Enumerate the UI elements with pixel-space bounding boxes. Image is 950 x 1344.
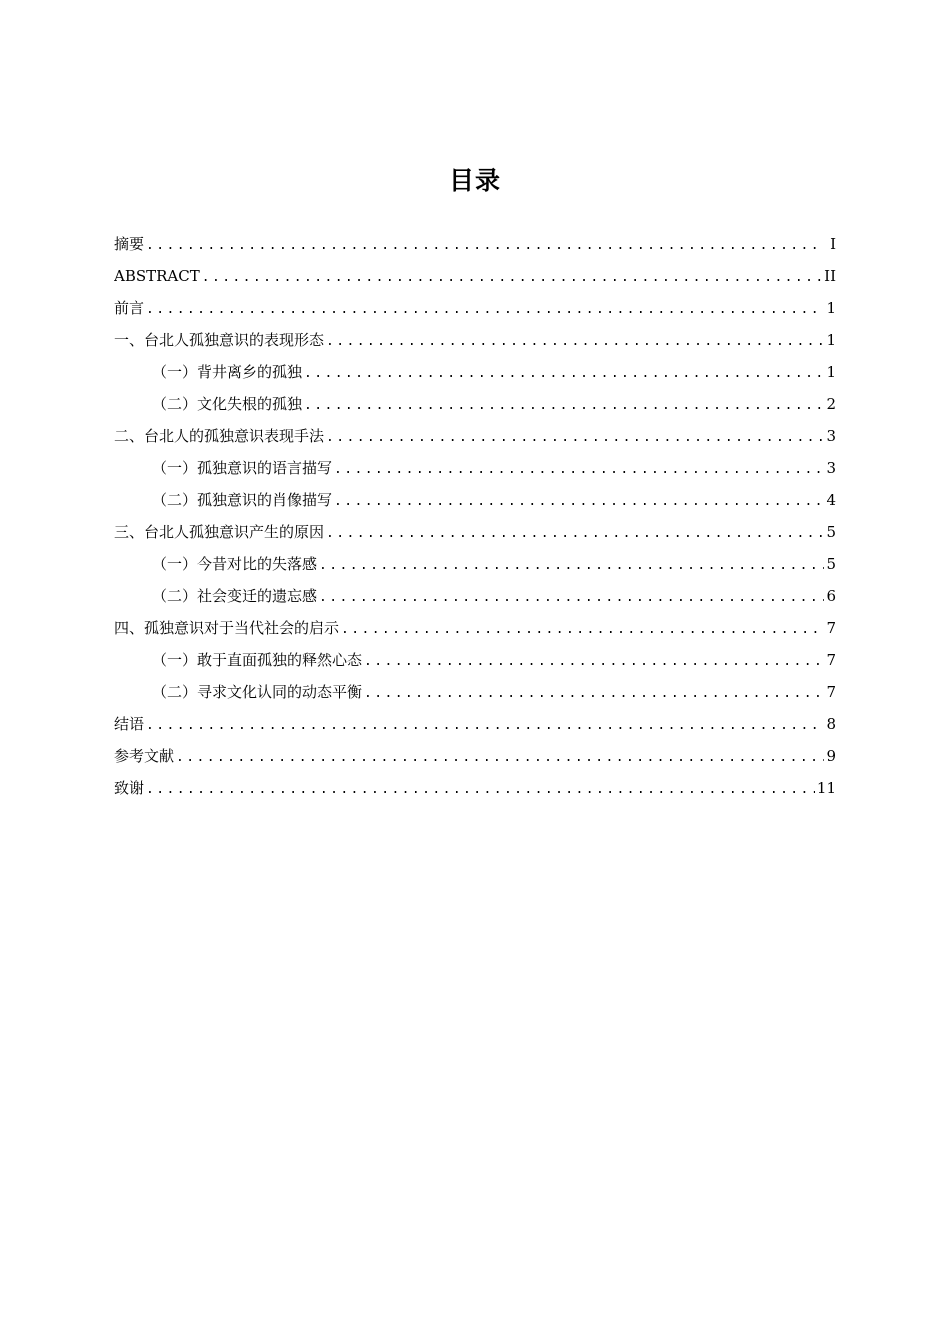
toc-entry[interactable]: [114, 292, 836, 324]
toc-entry-label: 前言: [114, 299, 145, 317]
toc-entry-page: 11: [816, 779, 836, 797]
dot-leader: [176, 742, 824, 772]
toc-entry-page: 3: [826, 459, 836, 477]
toc-entry-label: （二）社会变迁的遗忘感: [152, 587, 318, 605]
toc-title: 目录: [448, 166, 501, 195]
toc-entry-label: （一）敢于直面孤独的释然心态: [152, 651, 363, 669]
toc-entry-label: （一）背井离乡的孤独: [152, 363, 303, 381]
toc-entry-page: 3: [826, 427, 836, 445]
dot-leader: [146, 294, 824, 324]
toc-subentry[interactable]: [114, 356, 836, 388]
toc-entry-page: II: [824, 267, 836, 285]
toc-entry-label: （一）今昔对比的失落感: [152, 555, 318, 573]
toc-entry-label: 结语: [114, 715, 145, 733]
toc-entry[interactable]: [114, 260, 836, 292]
dot-leader: [304, 390, 824, 420]
toc-entry-page: 6: [826, 587, 836, 605]
toc-entry[interactable]: [114, 740, 836, 772]
toc-entry-label: 致谢: [114, 779, 145, 797]
dot-leader: [334, 486, 824, 516]
toc-subentry[interactable]: [114, 484, 836, 516]
dot-leader: [326, 326, 824, 356]
toc-entry-label: （一）孤独意识的语言描写: [152, 459, 333, 477]
toc-entry[interactable]: [114, 324, 836, 356]
toc-subentry[interactable]: [114, 580, 836, 612]
toc-entry-label: （二）寻求文化认同的动态平衡: [152, 683, 363, 701]
toc-subentry[interactable]: [114, 388, 836, 420]
toc-entry-page: 7: [826, 651, 836, 669]
dot-leader: [364, 678, 824, 708]
toc-entry-page: 7: [826, 683, 836, 701]
dot-leader: [304, 358, 824, 388]
toc-entry[interactable]: [114, 708, 836, 740]
dot-leader: [319, 550, 824, 580]
dot-leader: [326, 422, 824, 452]
toc-entry-page: 2: [826, 395, 836, 413]
toc-entry-page: 5: [826, 523, 836, 541]
toc-entry-page: 4: [826, 491, 836, 509]
toc-entry-label: （二）孤独意识的肖像描写: [152, 491, 333, 509]
toc-entry-label: 摘要: [114, 235, 145, 253]
toc-entry[interactable]: [114, 772, 836, 804]
toc-subentry[interactable]: [114, 548, 836, 580]
toc-entry[interactable]: [114, 612, 836, 644]
toc-entry-label: ABSTRACT: [114, 267, 200, 285]
dot-leader: [334, 454, 824, 484]
toc-entry-label: 一、台北人孤独意识的表现形态: [114, 331, 325, 349]
toc-entry[interactable]: [114, 516, 836, 548]
toc-entry-label: 三、台北人孤独意识产生的原因: [114, 523, 325, 541]
toc-entry-label: 二、台北人的孤独意识表现手法: [114, 427, 325, 445]
toc-entry-page: I: [830, 235, 836, 253]
toc-entry-page: 8: [826, 715, 836, 733]
dot-leader: [146, 774, 815, 804]
toc-entry-label: （二）文化失根的孤独: [152, 395, 303, 413]
dot-leader: [146, 230, 824, 260]
toc-entry-label: 四、孤独意识对于当代社会的启示: [114, 619, 340, 637]
toc-entry-label: 参考文献: [114, 747, 175, 765]
toc-entry[interactable]: [114, 228, 836, 260]
toc-entry-page: 1: [826, 363, 836, 381]
toc-entry[interactable]: [114, 420, 836, 452]
toc-entry-page: 5: [826, 555, 836, 573]
dot-leader: [202, 262, 822, 292]
toc-subentry[interactable]: [114, 644, 836, 676]
dot-leader: [326, 518, 824, 548]
toc-entry-page: 7: [826, 619, 836, 637]
toc-subentry[interactable]: [114, 676, 836, 708]
dot-leader: [364, 646, 824, 676]
table-of-contents: [114, 228, 836, 804]
toc-subentry[interactable]: [114, 452, 836, 484]
dot-leader: [146, 710, 824, 740]
toc-entry-page: 9: [826, 747, 836, 765]
toc-entry-page: 1: [826, 331, 836, 349]
dot-leader: [341, 614, 824, 644]
toc-entry-page: 1: [826, 299, 836, 317]
dot-leader: [319, 582, 824, 612]
